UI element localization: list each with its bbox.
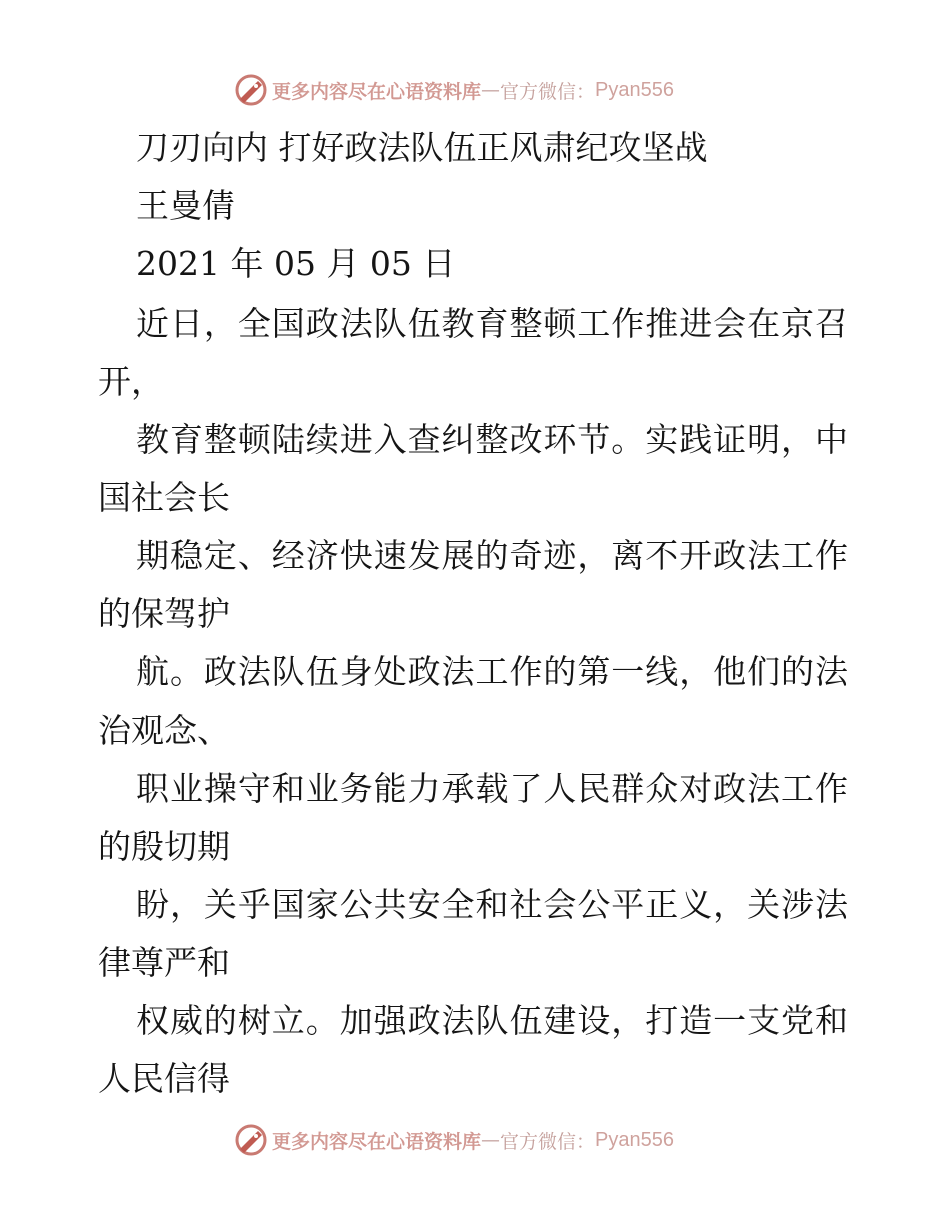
body-line: 国社会长 [98,478,230,517]
pen-nib-seal-icon [234,1123,268,1157]
article-author: 王曼倩 [136,186,235,225]
watermark-site-text: 更多内容尽在心语资料库 [272,1130,482,1153]
pen-nib-seal-icon [234,73,268,107]
header-watermark [234,72,674,108]
body-line: 的殷切期 [98,827,230,866]
footer-watermark [234,1122,674,1158]
article-date: 2021 年 05 月 05 日 [136,244,456,283]
watermark-dash: — [481,79,501,101]
watermark-wechat-id: Pyan556 [595,78,674,101]
watermark-dash: — [481,1129,501,1151]
body-line: 律尊严和 [98,943,230,982]
body-line: 盼，关乎国家公共安全和社会公平正义，关涉法 [136,885,848,924]
watermark-wechat-id: Pyan556 [595,1128,674,1151]
body-line: 航。政法队伍身处政法工作的第一线，他们的法 [136,652,848,691]
body-line: 开， [98,362,164,401]
body-line: 权威的树立。加强政法队伍建设，打造一支党和 [136,1001,848,1040]
watermark-site-text: 更多内容尽在心语资料库 [272,80,482,103]
body-line: 的保驾护 [98,594,230,633]
body-line: 近日，全国政法队伍教育整顿工作推进会在京召 [136,304,848,343]
body-line: 人民信得 [98,1059,230,1098]
body-line: 职业操守和业务能力承载了人民群众对政法工作 [136,769,848,808]
body-line: 期稳定、经济快速发展的奇迹，离不开政法工作 [136,536,848,575]
watermark-wechat-label: 官方微信： [500,80,596,103]
article-title: 刀刃向内 打好政法队伍正风肃纪攻坚战 [136,128,708,167]
body-line: 治观念、 [98,711,230,750]
body-line: 教育整顿陆续进入查纠整改环节。实践证明，中 [136,420,848,459]
watermark-wechat-label: 官方微信： [500,1130,596,1153]
